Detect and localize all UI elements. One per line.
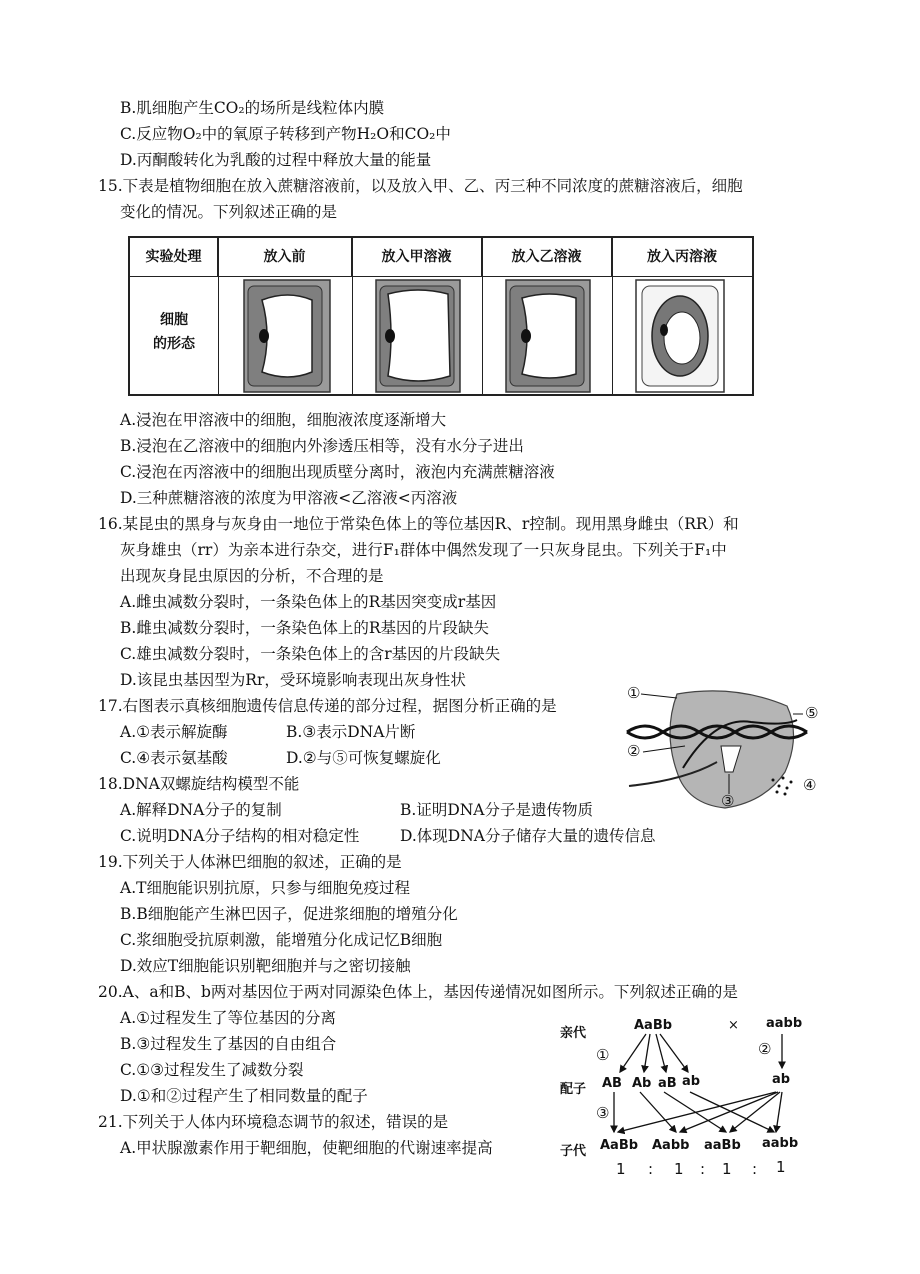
label-3: ③	[721, 792, 735, 810]
ratio-3: 1	[722, 1160, 732, 1178]
ratio-4: 1	[776, 1158, 786, 1176]
q15-option-d: D.三种蔗糖溶液的浓度为甲溶液<乙溶液<丙溶液	[120, 489, 458, 507]
q19-option-d: D.效应T细胞能识别靶细胞并与之密切接触	[120, 957, 411, 975]
gamete-ab-1: ab	[682, 1074, 701, 1089]
q16-stem-line1: 16.某昆虫的黑身与灰身由一地位于常染色体上的等位基因R、r控制。现用黑身雌虫（RR）和	[98, 515, 739, 533]
q16-option-d: D.该昆虫基因型为Rr，受环境影响表现出灰身性状	[120, 671, 466, 689]
q15-option-b: B.浸泡在乙溶液中的细胞内外渗透压相等，没有水分子进出	[120, 437, 524, 455]
q18-option-d: D.体现DNA分子储存大量的遗传信息	[400, 827, 656, 845]
q14-option-b: B.肌细胞产生CO₂的场所是线粒体内膜	[120, 99, 385, 117]
q19-option-b: B.B细胞能产生淋巴因子，促进浆细胞的增殖分化	[120, 905, 458, 923]
q15-stem-line2: 变化的情况。下列叙述正确的是	[120, 203, 338, 221]
q14-option-c: C.反应物O₂中的氧原子转移到产物H₂O和CO₂中	[120, 125, 451, 143]
q17-option-d: D.②与⑤可恢复螺旋化	[286, 749, 441, 767]
q16-option-b: B.雌虫减数分裂时，一条染色体上的R基因的片段缺失	[120, 619, 489, 637]
q19-stem: 19.下列关于人体淋巴细胞的叙述，正确的是	[98, 853, 402, 871]
label-2: ②	[627, 742, 641, 760]
label-1: ①	[627, 684, 641, 702]
gamete-Ab: Ab	[632, 1076, 652, 1091]
offspring-AaBb: AaBb	[600, 1138, 639, 1153]
step-1-label: ①	[596, 1046, 610, 1064]
q15-table	[128, 236, 754, 396]
cell-bing-image	[634, 278, 726, 394]
ratio-colon-1: :	[648, 1160, 654, 1178]
cell-jia-image	[374, 278, 462, 394]
parent-2-genotype: aabb	[766, 1016, 803, 1031]
q15-option-a: A.浸泡在甲溶液中的细胞，细胞液浓度逐渐增大	[120, 411, 447, 429]
ratio-colon-3: :	[752, 1160, 758, 1178]
parent-1-genotype: AaBb	[634, 1018, 673, 1033]
q21-option-a: A.甲状腺激素作用于靶细胞，使靶细胞的代谢速率提高	[120, 1139, 493, 1157]
row-label-line1: 细胞	[160, 312, 188, 328]
offspring-aaBb: aaBb	[704, 1138, 741, 1153]
gamete-aB: aB	[658, 1076, 677, 1091]
table-row-label	[130, 308, 218, 356]
q19-option-a: A.T细胞能识别抗原，只参与细胞免疫过程	[120, 879, 410, 897]
offspring-Aabb: Aabb	[652, 1138, 690, 1153]
q17-option-a: A.①表示解旋酶	[120, 723, 228, 741]
row-label-line2: 的形态	[153, 336, 195, 352]
q16-stem-line3: 出现灰身昆虫原因的分析，不合理的是	[120, 567, 384, 585]
ratio-2: 1	[674, 1160, 684, 1178]
transcription-diagram	[625, 676, 825, 816]
cell-yi-image	[504, 278, 592, 394]
label-5: ⑤	[805, 704, 819, 722]
cross-symbol: ×	[728, 1018, 739, 1033]
ratio-1: 1	[616, 1160, 626, 1178]
q20-option-b: B.③过程发生了基因的自由组合	[120, 1035, 337, 1053]
q18-option-a: A.解释DNA分子的复制	[120, 801, 282, 819]
table-header-before: 放入前	[218, 238, 352, 276]
table-header-solution-jia: 放入甲溶液	[352, 238, 482, 276]
q16-option-a: A.雌虫减数分裂时，一条染色体上的R基因突变成r基因	[120, 593, 497, 611]
cell-before-image	[242, 278, 332, 394]
q19-option-c: C.浆细胞受抗原刺激，能增殖分化成记忆B细胞	[120, 931, 443, 949]
q18-stem: 18.DNA双螺旋结构模型不能	[98, 775, 300, 793]
gamete-label: 配子	[560, 1082, 587, 1097]
step-2-label: ②	[758, 1040, 772, 1058]
table-header-solution-yi: 放入乙溶液	[482, 238, 612, 276]
ratio-colon-2: :	[700, 1160, 706, 1178]
table-header-solution-bing: 放入丙溶液	[647, 249, 717, 265]
q18-option-c: C.说明DNA分子结构的相对稳定性	[120, 827, 360, 845]
q15-stem-line1: 15.下表是植物细胞在放入蔗糖溶液前，以及放入甲、乙、丙三种不同浓度的蔗糖溶液后，细胞	[98, 177, 743, 195]
q20-stem: 20.A、a和B、b两对基因位于两对同源染色体上，基因传递情况如图所示。下列叙述正确的是	[98, 983, 738, 1001]
q15-option-c: C.浸泡在丙溶液中的细胞出现质壁分离时，液泡内充满蔗糖溶液	[120, 463, 555, 481]
parent-generation-label: 亲代	[560, 1026, 587, 1041]
q20-option-d: D.①和②过程产生了相同数量的配子	[120, 1087, 368, 1105]
step-3-label: ③	[596, 1104, 610, 1122]
gamete-AB: AB	[602, 1076, 622, 1091]
gamete-ab-2: ab	[772, 1072, 791, 1087]
offspring-label: 子代	[560, 1144, 587, 1159]
q16-option-c: C.雄虫减数分裂时，一条染色体上的含r基因的片段缺失	[120, 645, 501, 663]
offspring-aabb: aabb	[762, 1136, 799, 1151]
q16-stem-line2: 灰身雄虫（rr）为亲本进行杂交，进行F₁群体中偶然发现了一只灰身昆虫。下列关于F₁中	[120, 541, 727, 559]
q20-option-c: C.①③过程发生了减数分裂	[120, 1061, 304, 1079]
q18-option-b: B.证明DNA分子是遗传物质	[400, 801, 594, 819]
q21-stem: 21.下列关于人体内环境稳态调节的叙述，错误的是	[98, 1113, 449, 1131]
q17-option-b: B.③表示DNA片断	[286, 723, 416, 741]
q17-stem: 17.右图表示真核细胞遗传信息传递的部分过程，据图分析正确的是	[98, 697, 557, 715]
q20-option-a: A.①过程发生了等位基因的分离	[120, 1009, 337, 1027]
table-header-treatment: 实验处理	[130, 238, 218, 276]
genetics-cross-diagram	[560, 1010, 810, 1180]
label-4: ④	[803, 776, 817, 794]
q14-option-d: D.丙酮酸转化为乳酸的过程中释放大量的能量	[120, 151, 432, 169]
q17-option-c: C.④表示氨基酸	[120, 749, 228, 767]
